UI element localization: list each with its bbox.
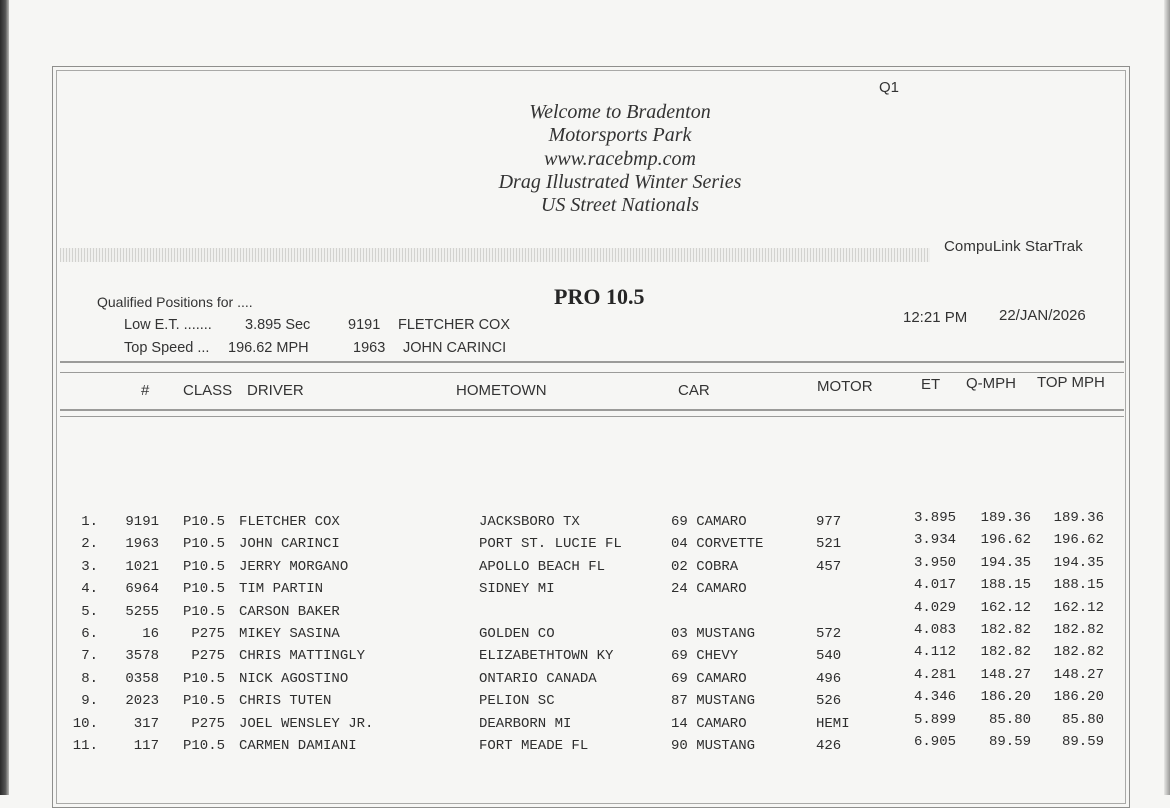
top-mph-cell: 188.15 (1053, 577, 1104, 594)
position-cell: 10. (72, 715, 98, 732)
hometown-cell: ELIZABETHTOWN KY (479, 648, 614, 665)
driver-cell: CHRIS TUTEN (239, 693, 332, 710)
et-cell: 4.281 (913, 666, 956, 683)
col-header-num: # (141, 382, 150, 399)
qmph-cell: 186.20 (980, 689, 1031, 706)
low-et-value: 3.895 Sec (245, 317, 311, 333)
car-number-cell: 2023 (125, 693, 159, 710)
col-header-class: CLASS (183, 382, 233, 399)
qmph-cell: 89.59 (988, 733, 1031, 750)
top-mph-cell: 189.36 (1053, 510, 1104, 526)
et-cell: 4.112 (913, 644, 956, 661)
motor-cell: 521 (816, 536, 842, 553)
hometown-cell: DEARBORN MI (479, 715, 572, 732)
qmph-cell: 85.80 (988, 711, 1031, 728)
et-cell: 5.899 (913, 711, 956, 728)
class-cell: P10.5 (182, 558, 225, 575)
car-number-cell: 117 (133, 737, 159, 754)
motor-cell: 977 (816, 514, 842, 530)
col-header-et: ET (921, 376, 941, 393)
class-cell: P10.5 (182, 603, 225, 620)
class-cell: P275 (191, 648, 225, 665)
col-header-motor: MOTOR (817, 378, 873, 395)
col-header-top-mph: TOP MPH (1037, 374, 1105, 391)
car-number-cell: 317 (133, 715, 159, 732)
position-cell: 6. (81, 625, 98, 642)
qmph-cell: 148.27 (980, 666, 1031, 683)
col-header-driver: DRIVER (247, 382, 304, 399)
table-row (0, 600, 1170, 622)
top-speed-driver: JOHN CARINCI (403, 340, 507, 356)
qmph-cell: 194.35 (980, 554, 1031, 571)
position-cell: 2. (81, 536, 98, 553)
position-cell: 11. (72, 737, 98, 754)
hometown-cell: GOLDEN CO (479, 625, 555, 642)
et-cell: 4.083 (913, 621, 956, 638)
qualified-label: Qualified Positions for .... (97, 294, 253, 310)
table-row (0, 734, 1170, 756)
car-cell: 24 CAMARO (671, 581, 747, 598)
et-cell: 4.029 (913, 599, 956, 616)
driver-cell: CARMEN DAMIANI (239, 737, 357, 754)
driver-cell: JOEL WENSLEY JR. (239, 715, 374, 732)
position-cell: 1. (81, 514, 98, 530)
class-title: PRO 10.5 (554, 284, 645, 309)
car-cell: 69 CAMARO (671, 514, 747, 530)
low-et-label: Low E.T. ....... (124, 317, 212, 333)
motor-cell: 457 (816, 558, 842, 575)
motor-cell: 496 (816, 670, 842, 687)
welcome-line: Motorsports Park (548, 124, 692, 147)
col-header-car: CAR (678, 382, 710, 399)
et-cell: 4.017 (913, 577, 956, 594)
driver-cell: TIM PARTIN (239, 581, 324, 598)
table-row (0, 510, 1170, 532)
car-number-cell: 5255 (125, 603, 159, 620)
driver-cell: CHRIS MATTINGLY (239, 648, 366, 665)
table-row (0, 555, 1170, 577)
car-cell: 14 CAMARO (671, 715, 747, 732)
car-number-cell: 1963 (125, 536, 159, 553)
car-number-cell: 0358 (125, 670, 159, 687)
print-date: 22/JAN/2026 (999, 307, 1086, 324)
low-et-driver: FLETCHER COX (398, 317, 510, 333)
car-cell: 02 COBRA (671, 558, 739, 575)
top-mph-cell: 186.20 (1053, 689, 1104, 706)
et-cell: 6.905 (913, 733, 956, 750)
motor-cell: 526 (816, 693, 842, 710)
car-number-cell: 3578 (125, 648, 159, 665)
top-mph-cell: 85.80 (1061, 711, 1104, 728)
top-mph-cell: 194.35 (1053, 554, 1104, 571)
car-cell: 03 MUSTANG (671, 625, 756, 642)
et-cell: 4.346 (913, 689, 956, 706)
table-row (0, 644, 1170, 666)
car-cell: 87 MUSTANG (671, 693, 756, 710)
session-label: Q1 (879, 79, 900, 96)
col-header-qmph: Q-MPH (966, 375, 1016, 392)
et-cell: 3.895 (913, 510, 956, 526)
car-cell: 90 MUSTANG (671, 737, 756, 754)
driver-cell: FLETCHER COX (239, 514, 340, 530)
hometown-cell: APOLLO BEACH FL (479, 558, 606, 575)
et-cell: 3.950 (913, 554, 956, 571)
qmph-cell: 182.82 (980, 644, 1031, 661)
qmph-cell: 189.36 (980, 510, 1031, 526)
qmph-cell: 182.82 (980, 621, 1031, 638)
hometown-cell: JACKSBORO TX (479, 514, 580, 530)
top-mph-cell: 148.27 (1053, 666, 1104, 683)
table-row (0, 712, 1170, 734)
top-mph-cell: 196.62 (1053, 532, 1104, 549)
driver-cell: JOHN CARINCI (239, 536, 340, 553)
car-cell: 69 CAMARO (671, 670, 747, 687)
welcome-line: US Street Nationals (540, 194, 700, 217)
driver-cell: MIKEY SASINA (239, 625, 340, 642)
welcome-line: Drag Illustrated Winter Series (498, 170, 742, 193)
top-mph-cell: 89.59 (1061, 733, 1104, 750)
class-cell: P10.5 (182, 536, 225, 553)
welcome-line: Welcome to Bradenton (529, 101, 711, 123)
print-time: 12:21 PM (903, 309, 968, 326)
motor-cell: 572 (816, 625, 842, 642)
header-rule-bottom-thin (60, 416, 1124, 417)
welcome-line: www.racebmp.com (544, 147, 696, 170)
motor-cell: HEMI (816, 715, 850, 732)
position-cell: 7. (81, 648, 98, 665)
et-cell: 3.934 (913, 532, 956, 549)
hometown-cell: PORT ST. LUCIE FL (479, 536, 622, 553)
header-rule-bottom (60, 409, 1124, 411)
class-cell: P10.5 (182, 581, 225, 598)
position-cell: 9. (81, 693, 98, 710)
class-cell: P10.5 (182, 514, 225, 530)
table-row (0, 577, 1170, 599)
car-number-cell: 1021 (125, 558, 159, 575)
driver-cell: NICK AGOSTINO (239, 670, 349, 687)
low-et-car: 9191 (348, 317, 381, 333)
top-speed-value: 196.62 MPH (228, 340, 309, 356)
vendor-label: CompuLink StarTrak (944, 238, 1083, 255)
class-cell: P10.5 (182, 737, 225, 754)
motor-cell: 426 (816, 737, 842, 754)
header-rule-top-thin (60, 372, 1124, 373)
class-cell: P10.5 (182, 693, 225, 710)
qmph-cell: 162.12 (980, 599, 1031, 616)
qmph-cell: 196.62 (980, 532, 1031, 549)
table-row (0, 689, 1170, 711)
top-mph-cell: 182.82 (1053, 621, 1104, 638)
position-cell: 8. (81, 670, 98, 687)
top-speed-label: Top Speed ... (124, 340, 210, 356)
position-cell: 4. (81, 581, 98, 598)
top-mph-cell: 182.82 (1053, 644, 1104, 661)
hometown-cell: FORT MEADE FL (479, 737, 589, 754)
hatched-divider (60, 248, 930, 262)
class-cell: P10.5 (182, 670, 225, 687)
top-speed-car: 1963 (353, 340, 386, 356)
car-number-cell: 16 (142, 625, 159, 642)
position-cell: 5. (81, 603, 98, 620)
table-row (0, 667, 1170, 689)
car-cell: 04 CORVETTE (671, 536, 764, 553)
motor-cell: 540 (816, 648, 842, 665)
table-row (0, 532, 1170, 554)
qmph-cell: 188.15 (980, 577, 1031, 594)
car-number-cell: 6964 (125, 581, 159, 598)
header-rule-top (60, 361, 1124, 363)
welcome-banner (430, 101, 810, 217)
hometown-cell: ONTARIO CANADA (479, 670, 597, 687)
driver-cell: JERRY MORGANO (239, 558, 349, 575)
top-mph-cell: 162.12 (1053, 599, 1104, 616)
class-cell: P275 (191, 625, 225, 642)
driver-cell: CARSON BAKER (239, 603, 340, 620)
position-cell: 3. (81, 558, 98, 575)
car-cell: 69 CHEVY (671, 648, 739, 665)
class-cell: P275 (191, 715, 225, 732)
table-row (0, 622, 1170, 644)
car-number-cell: 9191 (125, 514, 159, 530)
results-table (0, 510, 1170, 756)
hometown-cell: PELION SC (479, 693, 555, 710)
hometown-cell: SIDNEY MI (479, 581, 555, 598)
col-header-hometown: HOMETOWN (456, 382, 547, 399)
